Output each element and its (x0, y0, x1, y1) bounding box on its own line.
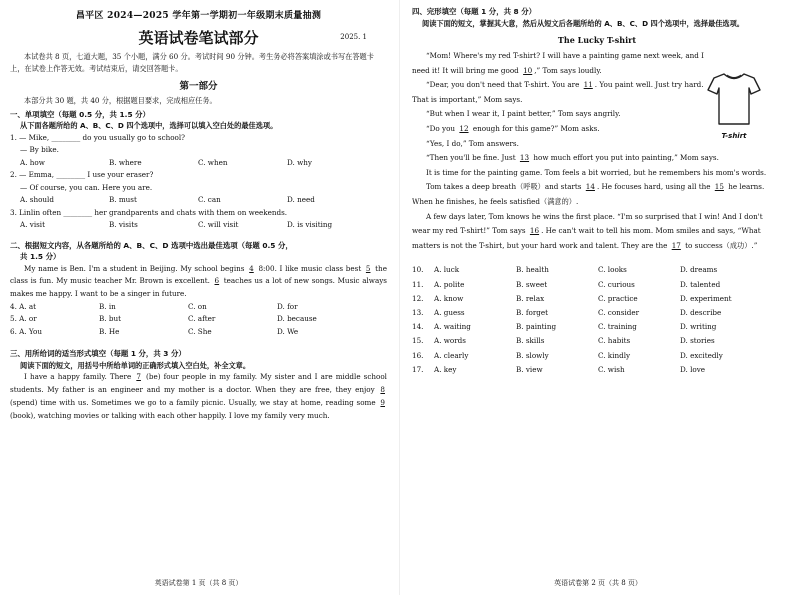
question-number: 15. (412, 336, 424, 346)
option: C. kindly (598, 350, 631, 360)
story-paragraph: Tom takes a deep breath（呼吸）and starts 14 . He focuses hard, using all the 15 he learns. When he finishes, he feels satisfied（满意的）. (412, 182, 765, 206)
question-2-reply: — Of course, you can. Here you are. (20, 182, 153, 192)
passage: My name is Ben. I'm a student in Beijing. My school begins 4 8:00. I like music class best 5 the class is fun. My music teacher Mr. Brown is excellent. 6 teaches us a lot of new songs. Music always makes me happy. I want to be a singer in future. (10, 263, 387, 299)
option: D. We (277, 326, 299, 336)
page-footer: 英语试卷第 1 页（共 8 页） (154, 579, 243, 587)
story-paragraph: “But when I wear it, I paint better,” Tom says angrily. (426, 109, 621, 119)
blank-14: 14 (585, 182, 595, 192)
option: A. luck (434, 265, 460, 275)
option: D. love (680, 364, 706, 374)
question-6-options (10, 326, 387, 339)
option: D. stories (680, 336, 715, 346)
option: C. after (188, 314, 216, 324)
passage: I have a happy family. There 7 (be) four people in my family. My sister and I are middle school students. My father is an engineer and my mother is a doctor. When they are free, they enjoy 8 (spend) time with us. Sometimes we go to a family picnic. Usually, we stay at home, reading some 9 (book), watching movies or talking with each other happily. I love my family very much. (10, 372, 387, 420)
option: A. should (20, 195, 54, 204)
option: A. guess (434, 307, 465, 317)
part-title: 第一部分 (179, 81, 218, 92)
part-intro: 本部分共 30 题，共 40 分，根据题目要求，完成相应任务。 (24, 96, 217, 105)
page-title: 英语试卷笔试部分 (138, 29, 259, 47)
title-row (10, 27, 387, 49)
answer-row (412, 292, 782, 306)
option: C. consider (598, 307, 640, 317)
question-number: 17. (412, 364, 424, 374)
option: D. describe (680, 307, 722, 317)
story-paragraph: “Yes, I do,” Tom answers. (426, 138, 519, 148)
option: A. visit (20, 220, 45, 229)
option: B. relax (516, 293, 545, 303)
option: 6. A. You (10, 326, 42, 336)
option: D. writing (680, 322, 717, 332)
question-1-options (10, 157, 387, 170)
story-paragraph: “Do you 12 enough for this game?” Mom asks. (426, 123, 600, 133)
question-2-options (10, 194, 387, 207)
option: B. must (109, 195, 137, 204)
option: C. wish (598, 364, 625, 374)
option: B. slowly (516, 350, 549, 360)
story-title: The Lucky T-shirt (557, 35, 637, 45)
answer-row (412, 263, 782, 277)
tshirt-illustration (704, 70, 764, 150)
question-3-options (10, 219, 387, 232)
answer-row (412, 349, 782, 363)
option: D. excitedly (680, 350, 723, 360)
question-number: 14. (412, 322, 424, 332)
exam-header: 昌平区 2024—2025 学年第一学期初一年级期末质量抽测 (75, 11, 322, 21)
option: C. habits (598, 336, 631, 346)
option: D. need (287, 195, 315, 204)
option: B. visits (109, 220, 138, 229)
exam-date: 2025. 1 (340, 33, 367, 41)
blank-16: 16 (529, 226, 540, 236)
page-2 (402, 0, 794, 595)
option: B. painting (516, 322, 557, 332)
blank-9: 9 (380, 397, 385, 407)
option: C. will visit (198, 220, 239, 229)
blank-11: 11 (583, 80, 593, 90)
blank-10: 10 (523, 65, 533, 75)
blank-17: 17 (671, 240, 681, 250)
blank-12: 12 (459, 123, 469, 133)
option: B. view (516, 364, 543, 374)
option: D. talented (680, 279, 721, 289)
blank-15: 15 (714, 182, 724, 192)
answer-row (412, 320, 782, 334)
page-divider (399, 0, 400, 595)
option: B. He (99, 326, 120, 336)
answer-row (412, 306, 782, 320)
option: D. for (277, 301, 298, 311)
option: C. can (198, 195, 221, 204)
blank-4: 4 (249, 263, 254, 273)
story-paragraph: “Mom! Where's my red T-shirt? I will have a painting game next week, and I need it! It will bring me good 10 ,” Tom says loudly. (412, 51, 704, 75)
section-title: 一、单项填空（每题 0.5 分，共 1.5 分） (10, 109, 150, 119)
question-4-options (10, 301, 387, 314)
exam-intro: 本试卷共 8 页，七道大题，35 个小题，满分 60 分。考试时间 90 分钟。考生务必将答案填涂或书写在答题卡上，在试卷上作答无效。考试结束后，请交回答题卡。 (10, 52, 374, 73)
blank-13: 13 (519, 153, 530, 163)
option: B. in (99, 301, 116, 311)
option: C. training (598, 322, 637, 332)
section-2 (10, 240, 387, 339)
option: C. when (198, 157, 228, 167)
option: C. curious (598, 279, 635, 289)
option: C. on (188, 301, 207, 311)
option: C. She (188, 326, 212, 336)
question-3: 3. Linlin often ________ her grandparents and chats with them on weekends. (10, 207, 288, 217)
answer-row (412, 334, 782, 348)
option: 5. A. or (10, 314, 37, 324)
section-1 (10, 109, 387, 232)
story-paragraph: “Then you'll be fine. Just 13 how much effort you put into painting,” Mom says. (426, 153, 719, 163)
question-1: 1. — Mike, ________ do you usually go to school? (10, 132, 186, 142)
tshirt-icon (706, 70, 762, 128)
option: B. where (109, 157, 142, 167)
option: B. health (516, 265, 549, 275)
story-paragraph: A few days later, Tom knows he wins the first place. “I'm so surprised that I win! And I don't wear my red T-shirt!” Tom says 16 . He can't wait to tell his mom. Mom smiles and says, “What matters is not the T-shirt, but your hard work and talent. They are the 17 to success（成功）.” (412, 211, 763, 250)
option: D. is visiting (287, 220, 333, 229)
option: D. experiment (680, 293, 732, 303)
option: B. sweet (516, 279, 548, 289)
blank-8: 8 (380, 385, 385, 395)
answer-options (412, 263, 782, 377)
blank-7: 7 (136, 372, 141, 382)
question-number: 11. (412, 279, 424, 289)
blank-6: 6 (214, 276, 220, 286)
question-number: 12. (412, 293, 424, 303)
option: A. know (434, 293, 464, 303)
question-number: 10. (412, 265, 424, 275)
section-instruction: 从下面各题所给的 A、B、C、D 四个选项中，选择可以填入空白处的最佳选项。 (20, 121, 278, 130)
section-instruction: 阅读下面的短文，用括号中所给单词的正确形式填入空白处，补全文章。 (20, 360, 251, 370)
blank-5: 5 (365, 263, 371, 273)
option: C. looks (598, 265, 627, 275)
question-5-options (10, 313, 387, 326)
section-title: 四、完形填空（每题 1 分，共 8 分） (412, 7, 537, 16)
question-1-reply: — By bike. (20, 145, 59, 154)
section-title: 二、根据短文内容，从各题所给的 A、B、C、D 选项中选出最佳选项（每题 0.5 分， (10, 240, 293, 250)
option: A. key (434, 364, 457, 374)
option: B. skills (516, 336, 545, 346)
section-title-cont: 共 1.5 分） (20, 252, 61, 261)
section-instruction: 阅读下面的短文，掌握其大意，然后从短文后各题所给的 A、B、C、D 四个选项中，选择最佳选项。 (422, 18, 744, 28)
question-2: 2. — Emma, ________ I use your eraser? (10, 170, 154, 179)
option: A. clearly (434, 350, 469, 360)
story-paragraph: It is time for the painting game. Tom feels a bit worried, but he remembers his mom's words. (426, 167, 767, 177)
section-3 (10, 348, 387, 422)
option: C. practice (598, 293, 638, 303)
option: 4. A. at (10, 301, 37, 311)
section-title: 三、用所给词的适当形式填空（每题 1 分，共 3 分） (10, 349, 186, 359)
option: D. dreams (680, 265, 718, 275)
question-number: 16. (412, 350, 424, 360)
option: A. waiting (434, 322, 471, 332)
answer-row (412, 363, 782, 377)
option: B. forget (516, 307, 549, 317)
page-footer: 英语试卷第 2 页（共 8 页） (554, 579, 642, 587)
option: D. because (277, 314, 317, 324)
option: A. how (20, 157, 45, 167)
option: B. but (99, 314, 121, 324)
option: A. polite (434, 279, 465, 289)
question-number: 13. (412, 307, 424, 317)
answer-row (412, 278, 782, 292)
option: A. words (434, 336, 466, 346)
story-paragraph: “Dear, you don't need that T-shirt. You are 11 . You paint well. Just try hard. That is important,” Mom says. (412, 80, 704, 104)
tshirt-caption: T-shirt (721, 132, 747, 140)
option: D. why (287, 157, 312, 167)
